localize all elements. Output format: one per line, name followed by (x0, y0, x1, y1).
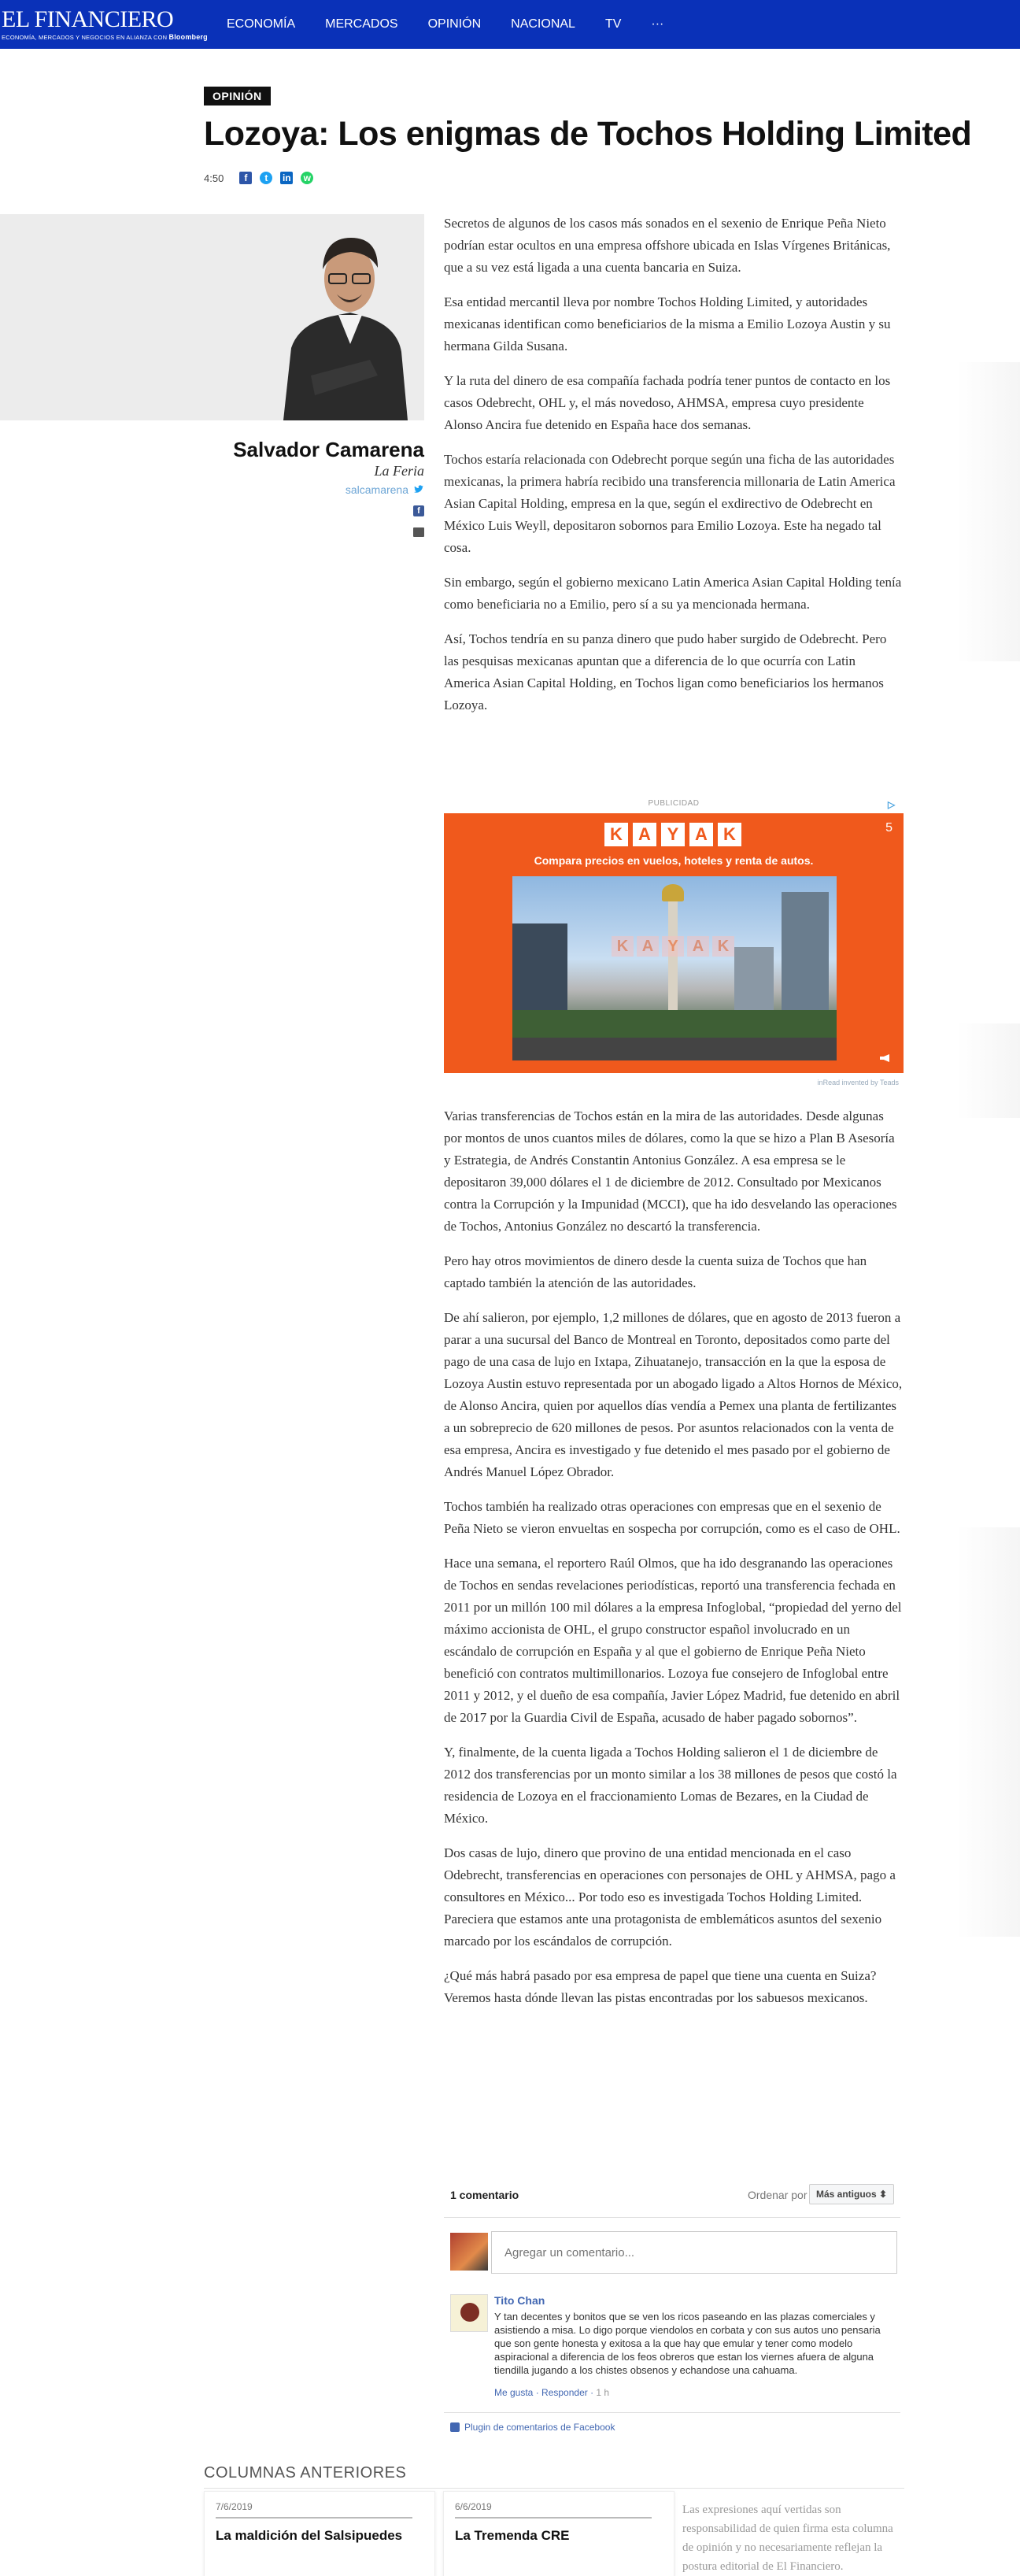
paragraph: Y, finalmente, de la cuenta ligada a Tochos Holding salieron el 1 de diciembre de 2012 dos transferencias por un monto similar a los 38 millones de pesos que costó la residencia de Lozoya en el fraccionamiento Lomas de Bezares, en la Ciudad de México. (444, 1745, 897, 1826)
paragraph: Hace una semana, el reportero Raúl Olmos, que ha ido desgranando las operaciones de Tochos en sendas revelaciones periodísticas, reportó una transferencia fechada en 2011 por un millón 100 mil dólares a la empresa Infoglobal, “propiedad del yerno del máximo accionista de OHL, el grupo constructor español involucrado en un escándalo de corrupción en España y al que el gobierno de Enrique Peña Nieto benefició con contratos multimillonarios. Lozoya fue consejero de Infoglobal entre 2011 y 2012, y el dueño de esa compañía, Javier López Madrid, fue detenido en abril de 2017 por la Guardia Civil de España, acusado de haber pagado sobornos”. (444, 1556, 902, 1725)
paragraph: ¿Qué más habrá pasado por esa empresa de papel que tiene una cuenta en Suiza? Veremos hasta dónde llevan las pistas encontradas por los sabuesos mexicanos. (444, 1968, 877, 2005)
facebook-plugin-link[interactable]: Plugin de comentarios de Facebook (450, 2422, 615, 2433)
linkedin-icon[interactable]: in (280, 172, 293, 184)
column-name: La Feria (374, 463, 424, 479)
paragraph: Sin embargo, según el gobierno mexicano Latin America Asian Capital Holding tenía como beneficiaria no a Emilio, pero sí a su ya mencionada hermana. (444, 575, 902, 612)
kayak-logo: K A Y A K (604, 823, 746, 846)
divider (444, 2412, 900, 2413)
facebook-icon[interactable]: f (239, 172, 252, 184)
comment-actions: Me gusta · Responder · 1 h (494, 2387, 610, 2398)
side-decoration (957, 1023, 1020, 1118)
reply-link[interactable]: Responder (541, 2387, 588, 2398)
nav-item-tv[interactable]: TV (604, 17, 622, 31)
twitter-bird-icon (413, 484, 424, 495)
article-body (444, 213, 904, 716)
nav-item-opinion[interactable]: OPINIÓN (427, 17, 482, 31)
previous-column-card[interactable] (443, 2491, 674, 2576)
card-date: 6/6/2019 (455, 2501, 492, 2512)
nav-item-nacional[interactable]: NACIONAL (511, 17, 575, 31)
comment-time[interactable]: 1 h (596, 2387, 610, 2398)
paragraph: Varias transferencias de Tochos están en la mira de las autoridades. Desde algunas por montos de unos cuantos miles de dólares, como la que se hizo a Plan B Asesoría y Estrategia, de Andrés Constantin Antonius González. A esa empresa se le depositaron 39,000 dólares el 1 de diciembre de 2012. Consultado por Mexicanos contra la Corrupción y la Impunidad (MCCI), que ha ido desvelando las operaciones de Tochos, Antonius González no descartó la transferencia. (444, 1108, 897, 1234)
ad-video-frame (512, 876, 837, 1060)
logo-text: EL FINANCIERO (2, 6, 174, 32)
card-title[interactable]: La Tremenda CRE (455, 2528, 570, 2543)
article-body-continued (444, 1105, 904, 2022)
commenter-name[interactable]: Tito Chan (494, 2294, 545, 2307)
nav-item-mercados[interactable]: MERCADOS (325, 17, 398, 31)
author-twitter-handle: salcamarena (345, 483, 408, 496)
top-navigation-bar (0, 0, 1020, 49)
article-title: Lozoya: Los enigmas de Tochos Holding Limited (204, 115, 972, 153)
card-title[interactable]: La maldición del Salsipuedes (216, 2528, 403, 2543)
ad-credit[interactable]: inRead invented by Teads (817, 1079, 899, 1086)
comment-text: Y tan decentes y bonitos que se ven los ricos paseando en las plazas comerciales y asistiendo a misa. Lo digo porque viendolos en corbata y con sus autos uno pensaria que son gente honesta y exitosa a la que hay que emular y tener como modelo aspiracional a diferencia de los feos obreros que estan los viernes afuera de alguna tiendilla jugando a los chistes obsenos y echandose una cahuama. (494, 2311, 881, 2376)
current-user-avatar (450, 2233, 488, 2271)
video-advertisement[interactable] (444, 813, 904, 1073)
side-decoration (957, 1527, 1020, 1937)
publish-time: 4:50 (204, 172, 224, 184)
adchoices-icon[interactable]: ▷ (888, 799, 896, 810)
sort-dropdown[interactable]: Más antiguos ⬍ (809, 2184, 894, 2204)
article-meta (204, 172, 321, 184)
facebook-icon (450, 2422, 460, 2432)
paragraph: Tochos también ha realizado otras operaciones con empresas que en el sexenio de Peña Nieto se vieron envueltas en sospecha por corrupción, como es el caso de OHL. (444, 1499, 900, 1536)
paragraph: Dos casas de lujo, dinero que provino de una entidad mencionada en el caso Odebrecht, transferencias en operaciones con personajes de OHL y AHMSA, pago a consultores en México... Por todo eso es investigada Tochos Holding Limited. Pareciera que estamos ante una protagonista de emblemáticos asuntos del sexenio marcado por los escándalos de corrupción. (444, 1845, 896, 1949)
divider (444, 2217, 900, 2218)
author-photo (0, 214, 424, 420)
card-date: 7/6/2019 (216, 2501, 253, 2512)
paragraph: Secretos de algunos de los casos más sonados en el sexenio de Enrique Peña Nieto podrían estar ocultos en una empresa offshore ubicada en Islas Vírgenes Británicas, que a su vez está ligada a una cuenta bancaria en Suiza. (444, 216, 891, 275)
paragraph: Y la ruta del dinero de esa compañía fachada podría tener puntos de contacto en los casos Odebrecht, OHL y, el más novedoso, AHMSA, empresa cuyo presidente Alonso Ancira fue detenido en España hace dos semanas. (444, 373, 891, 432)
section-kicker[interactable]: OPINIÓN (204, 87, 271, 105)
paragraph: Así, Tochos tendría en su panza dinero que pudo haber surgido de Odebrecht. Pero las pesquisas mexicanas apuntan que a diferencia de lo que ocurría con Latin America Asian Capital Holding, en Tochos ligan como beneficiarios los hermanos Lozoya. (444, 631, 887, 712)
divider (204, 2488, 904, 2489)
paragraph: De ahí salieron, por ejemplo, 1,2 millones de dólares, que en agosto de 2013 fueron a parar a una sucursal del Banco de Montreal en Toronto, depositados como parte del pago de una casa de lujo en Ixtapa, Zihuatanejo, transacción en la que la esposa de Lozoya Austin estuvo representada por un abogado ligado a Altos Hornos de México, de Alonso Ancira, quien por aquellos días vendía a Pemex una planta de fertilizantes a un sobreprecio de 620 millones de pesos. Por asuntos relacionados con la venta de esa empresa, Ancira es investigado y fue detenido el mes pasado por el gobierno de Andrés Manuel López Obrador. (444, 1310, 903, 1479)
previous-column-card[interactable] (204, 2491, 435, 2576)
more-menu-icon[interactable]: ··· (651, 17, 664, 31)
paragraph: Pero hay otros movimientos de dinero desde la cuenta suiza de Tochos que han captado también la atención de las autoridades. (444, 1253, 867, 1290)
ad-label: PUBLICIDAD (648, 799, 700, 808)
whatsapp-icon[interactable]: w (301, 172, 313, 184)
comment-count: 1 comentario (450, 2189, 519, 2201)
author-name[interactable]: Salvador Camarena (233, 438, 424, 461)
ad-tagline: Compara precios en vuelos, hoteles y renta de autos. (534, 854, 814, 867)
twitter-icon[interactable]: t (260, 172, 272, 184)
ad-countdown: 5 (885, 821, 893, 835)
previous-columns-heading: COLUMNAS ANTERIORES (204, 2464, 407, 2482)
opinion-disclaimer: Las expresiones aquí vertidas son responsabilidad de quien firma esta columna de opinión y no necesariamente reflejan la postura editorial de El Financiero. (682, 2504, 893, 2573)
author-twitter-link[interactable] (346, 483, 424, 496)
nav-item-economia[interactable]: ECONOMÍA (227, 17, 296, 31)
like-link[interactable]: Me gusta (494, 2387, 534, 2398)
author-facebook-icon[interactable]: f (413, 505, 424, 516)
logo-subtitle: ECONOMÍA, MERCADOS Y NEGOCIOS EN ALIANZA CON Bloomberg (2, 33, 208, 41)
author-email-icon[interactable] (413, 527, 424, 537)
kayak-watermark: K A Y A K (612, 936, 737, 957)
main-nav (227, 0, 693, 49)
side-decoration (957, 362, 1020, 661)
paragraph: Esa entidad mercantil lleva por nombre Tochos Holding Limited, y autoridades mexicanas identifican como beneficiarios de la misma a Emilio Lozoya Austin y su hermana Gilda Susana. (444, 294, 891, 353)
mute-icon[interactable] (880, 1054, 889, 1062)
comment-input[interactable] (491, 2231, 897, 2274)
sort-label: Ordenar por (748, 2189, 808, 2201)
commenter-avatar[interactable] (450, 2294, 488, 2332)
site-logo[interactable] (2, 6, 208, 42)
paragraph: Tochos estaría relacionada con Odebrecht porque según una ficha de las autoridades mexicanas, la primera habría recibido una transferencia millonaria de Latin America Asian Capital Holding, empresa en la que, según el exdirectivo de Odebrecht en México Luis Weyll, depositaron sobornos para Emilio Lozoya. Este ha negado tal cosa. (444, 452, 896, 555)
